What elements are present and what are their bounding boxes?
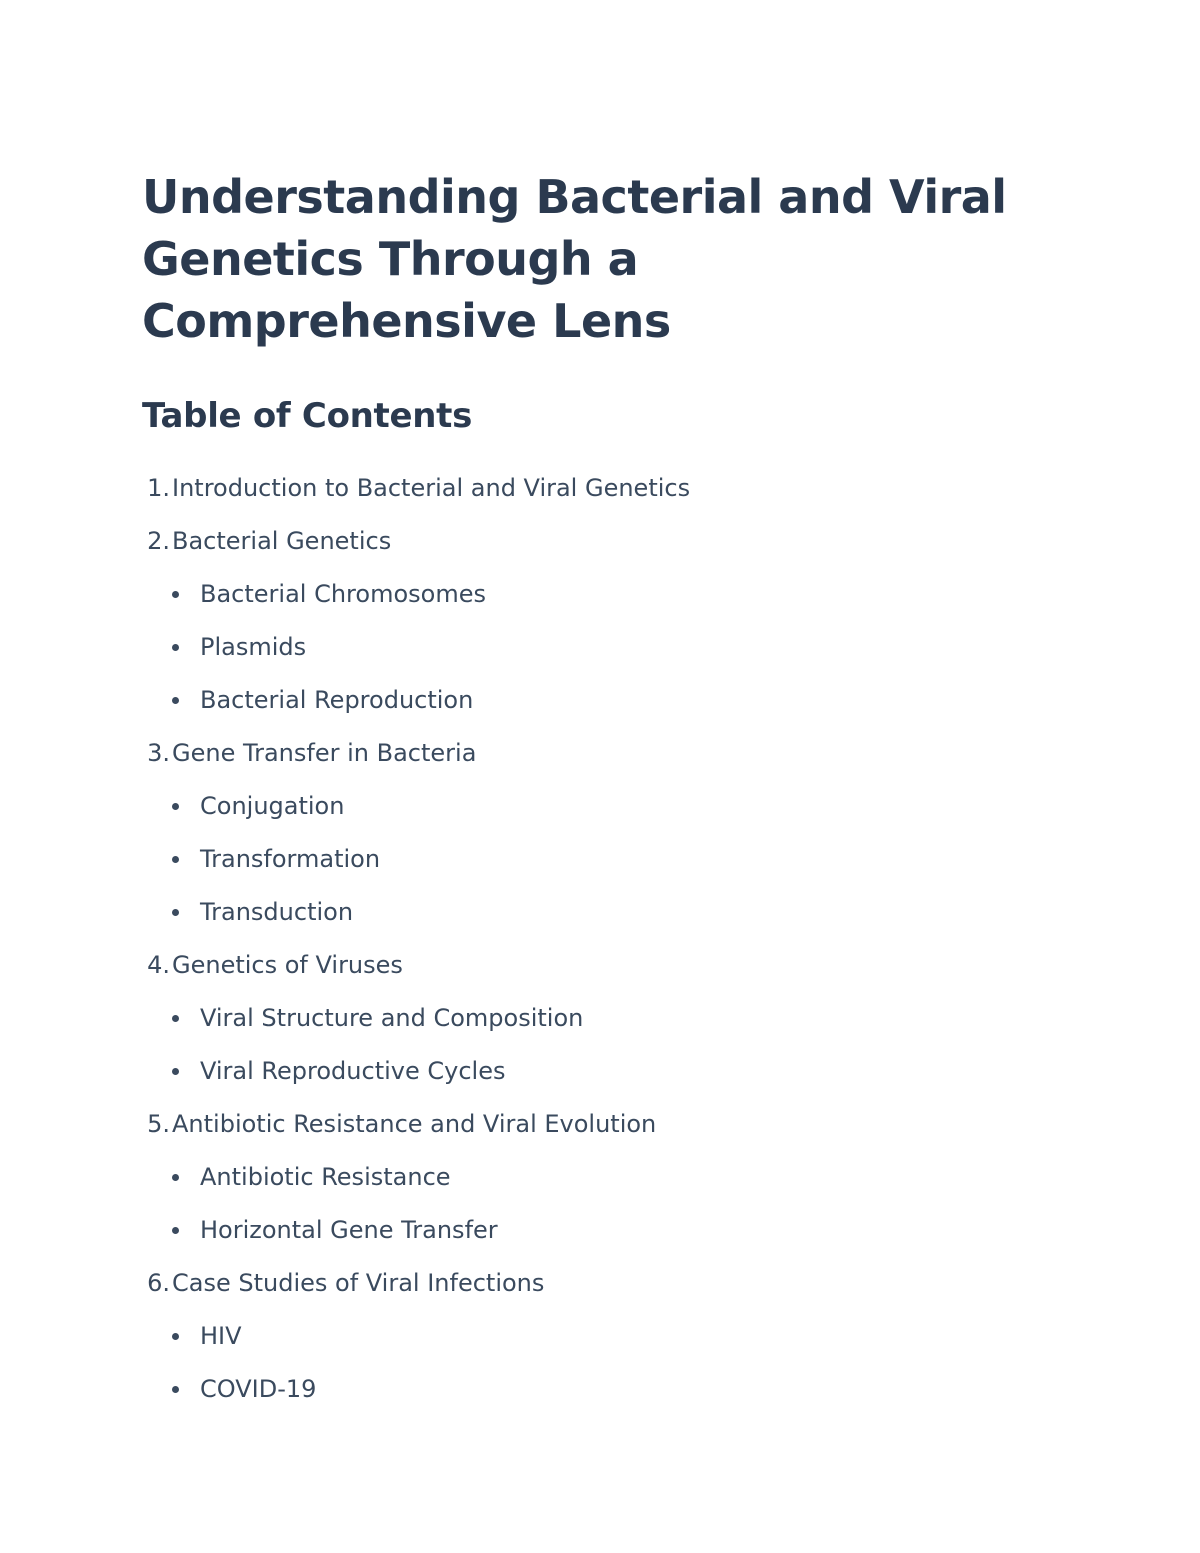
toc-subitem-title: HIV bbox=[200, 1322, 242, 1350]
toc-subitem bbox=[142, 1310, 1042, 1363]
toc-item-title: Antibiotic Resistance and Viral Evolution bbox=[172, 1110, 657, 1138]
bullet-icon bbox=[172, 856, 179, 863]
bullet-icon bbox=[172, 591, 179, 598]
toc-heading: Table of Contents bbox=[142, 396, 473, 436]
document-title: Understanding Bacterial and Viral Genetics Through a Comprehensive Lens bbox=[142, 170, 1007, 348]
toc-item-number: 6. bbox=[147, 1269, 170, 1297]
toc-subitem-title: COVID-19 bbox=[200, 1375, 317, 1403]
bullet-icon bbox=[172, 1015, 179, 1022]
toc-item-antibiotic-resistance bbox=[142, 1098, 1042, 1151]
toc-subitem-title: Bacterial Chromosomes bbox=[200, 580, 486, 608]
toc-subitem bbox=[142, 1204, 1042, 1257]
toc-subitem bbox=[142, 886, 1042, 939]
table-of-contents bbox=[142, 462, 1042, 1416]
toc-item-bacterial-genetics bbox=[142, 515, 1042, 568]
toc-subitem-title: Plasmids bbox=[200, 633, 307, 661]
toc-subitem bbox=[142, 674, 1042, 727]
toc-item-genetics-of-viruses bbox=[142, 939, 1042, 992]
bullet-icon bbox=[172, 1386, 179, 1393]
toc-item-title: Gene Transfer in Bacteria bbox=[172, 739, 477, 767]
bullet-icon bbox=[172, 697, 179, 704]
toc-subitem-title: Conjugation bbox=[200, 792, 345, 820]
toc-item-number: 4. bbox=[147, 951, 170, 979]
toc-subitem-title: Bacterial Reproduction bbox=[200, 686, 474, 714]
toc-subitem bbox=[142, 1363, 1042, 1416]
toc-item-number: 5. bbox=[147, 1110, 170, 1138]
toc-item-title: Bacterial Genetics bbox=[172, 527, 392, 555]
toc-item-title: Genetics of Viruses bbox=[172, 951, 403, 979]
toc-subitem-title: Transformation bbox=[200, 845, 381, 873]
bullet-icon bbox=[172, 909, 179, 916]
toc-subitem bbox=[142, 992, 1042, 1045]
toc-subitem-title: Horizontal Gene Transfer bbox=[200, 1216, 498, 1244]
toc-subitem-title: Viral Structure and Composition bbox=[200, 1004, 584, 1032]
toc-subitem-title: Viral Reproductive Cycles bbox=[200, 1057, 506, 1085]
toc-item-gene-transfer bbox=[142, 727, 1042, 780]
toc-item-number: 3. bbox=[147, 739, 170, 767]
toc-item-case-studies bbox=[142, 1257, 1042, 1310]
toc-item-title: Case Studies of Viral Infections bbox=[172, 1269, 545, 1297]
bullet-icon bbox=[172, 803, 179, 810]
toc-item-number: 1. bbox=[147, 474, 170, 502]
toc-item-number: 2. bbox=[147, 527, 170, 555]
toc-subitem-title: Transduction bbox=[200, 898, 354, 926]
bullet-icon bbox=[172, 1227, 179, 1234]
bullet-icon bbox=[172, 1068, 179, 1075]
toc-subitem bbox=[142, 568, 1042, 621]
toc-item-introduction bbox=[142, 462, 1042, 515]
bullet-icon bbox=[172, 1174, 179, 1181]
toc-subitem-title: Antibiotic Resistance bbox=[200, 1163, 451, 1191]
bullet-icon bbox=[172, 644, 179, 651]
toc-item-title: Introduction to Bacterial and Viral Genetics bbox=[172, 474, 691, 502]
bullet-icon bbox=[172, 1333, 179, 1340]
toc-subitem bbox=[142, 1151, 1042, 1204]
document-page bbox=[142, 166, 1042, 1416]
toc-subitem bbox=[142, 1045, 1042, 1098]
toc-subitem bbox=[142, 621, 1042, 674]
toc-subitem bbox=[142, 780, 1042, 833]
toc-subitem bbox=[142, 833, 1042, 886]
